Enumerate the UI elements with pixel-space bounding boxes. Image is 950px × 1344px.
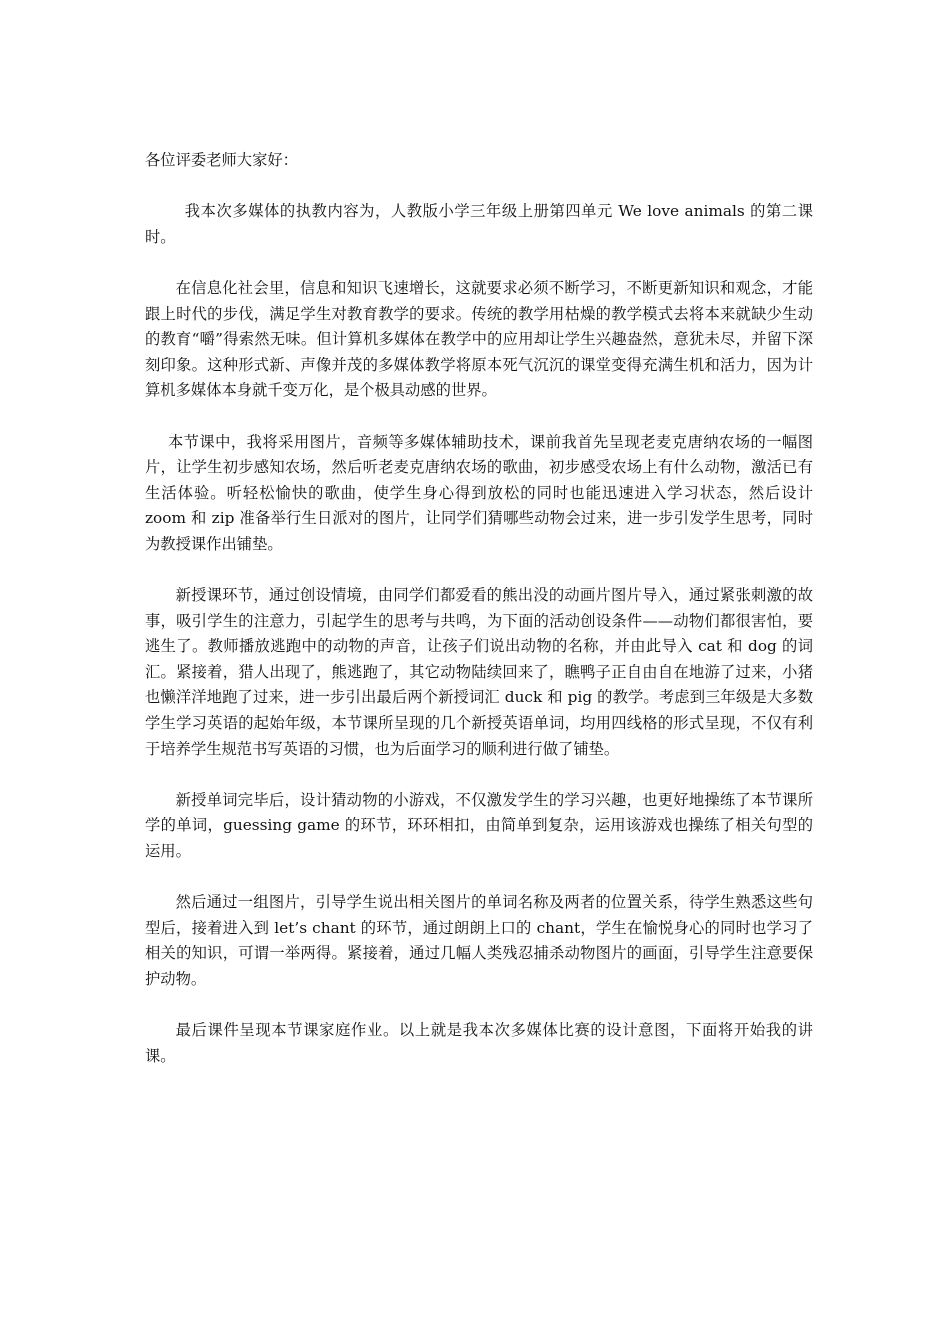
paragraph-chant: 然后通过一组图片，引导学生说出相关图片的单词名称及两者的位置关系，待学生熟悉这些句型后，接着进入到 let’s chant 的环节，通过朗朗上口的 chant，学生在愉悦身心的同时也学习了相关的知识，可谓一举两得。紧接着，通过几幅人类残忍捕杀动物图片的画面，引导学生注意要保护动物。 (145, 893, 813, 988)
greeting: 各位评委老师大家好： (145, 151, 298, 169)
paragraph-closing: 最后课件呈现本节课家庭作业。以上就是我本次多媒体比赛的设计意图，下面将开始我的讲课。 (145, 1021, 813, 1065)
paragraph-teaching-content: 我本次多媒体的执教内容为，人教版小学三年级上册第四单元 We love animals 的第二课时。 (145, 202, 813, 246)
paragraph-guessing-game: 新授单词完毕后，设计猜动物的小游戏，不仅激发学生的学习兴趣，也更好地操练了本节课所学的单词，guessing game 的环节，环环相扣，由简单到复杂，运用该游戏也操练了相关句型的运用。 (145, 790, 813, 861)
document-body (145, 148, 813, 1095)
paragraph-lesson-intro: 本节课中，我将采用图片，音频等多媒体辅助技术，课前我首先呈现老麦克唐纳农场的一幅图片，让学生初步感知农场，然后听老麦克唐纳农场的歌曲，初步感受农场上有什么动物，激活已有生活体验。听轻松愉快的歌曲，使学生身心得到放松的同时也能迅速进入学习状态，然后设计 zoom 和 zip 准备举行生日派对的图片，让同学们猜哪些动物会过来，进一步引发学生思考，同时为教授课作出铺垫。 (145, 432, 813, 553)
paragraph-background: 在信息化社会里，信息和知识飞速增长，这就要求必须不断学习，不断更新知识和观念，才能跟上时代的步伐，满足学生对教育教学的要求。传统的教学用枯燥的教学模式去将本来就缺少生动的教育“嚼”得索然无味。但计算机多媒体在教学中的应用却让学生兴趣盎然，意犹未尽，并留下深刻印象。这种形式新、声像并茂的多媒体教学将原本死气沉沉的课堂变得充满生机和活力，因为计算机多媒体本身就千变万化，是个极具动感的世界。 (145, 278, 813, 400)
paragraph-new-lesson: 新授课环节，通过创设情境，由同学们都爱看的熊出没的动画片图片导入，通过紧张刺激的故事，吸引学生的注意力，引起学生的思考与共鸣，为下面的活动创设条件——动物们都很害怕，要逃生了。教师播放逃跑中的动物的声音，让孩子们说出动物的名称，并由此导入 cat 和 dog 的词汇。紧接着，猎人出现了，熊逃跑了，其它动物陆续回来了，瞧鸭子正自由自在地游了过来，小猪也懒洋洋地跑了过来，进一步引出最后两个新授词汇 duck 和 pig 的教学。考虑到三年级是大多数学生学习英语的起始年级，本节课所呈现的几个新授英语单词，均用四线格的形式呈现，不仅有利于培养学生规范书写英语的习惯，也为后面学习的顺利进行做了铺垫。 (145, 586, 813, 758)
